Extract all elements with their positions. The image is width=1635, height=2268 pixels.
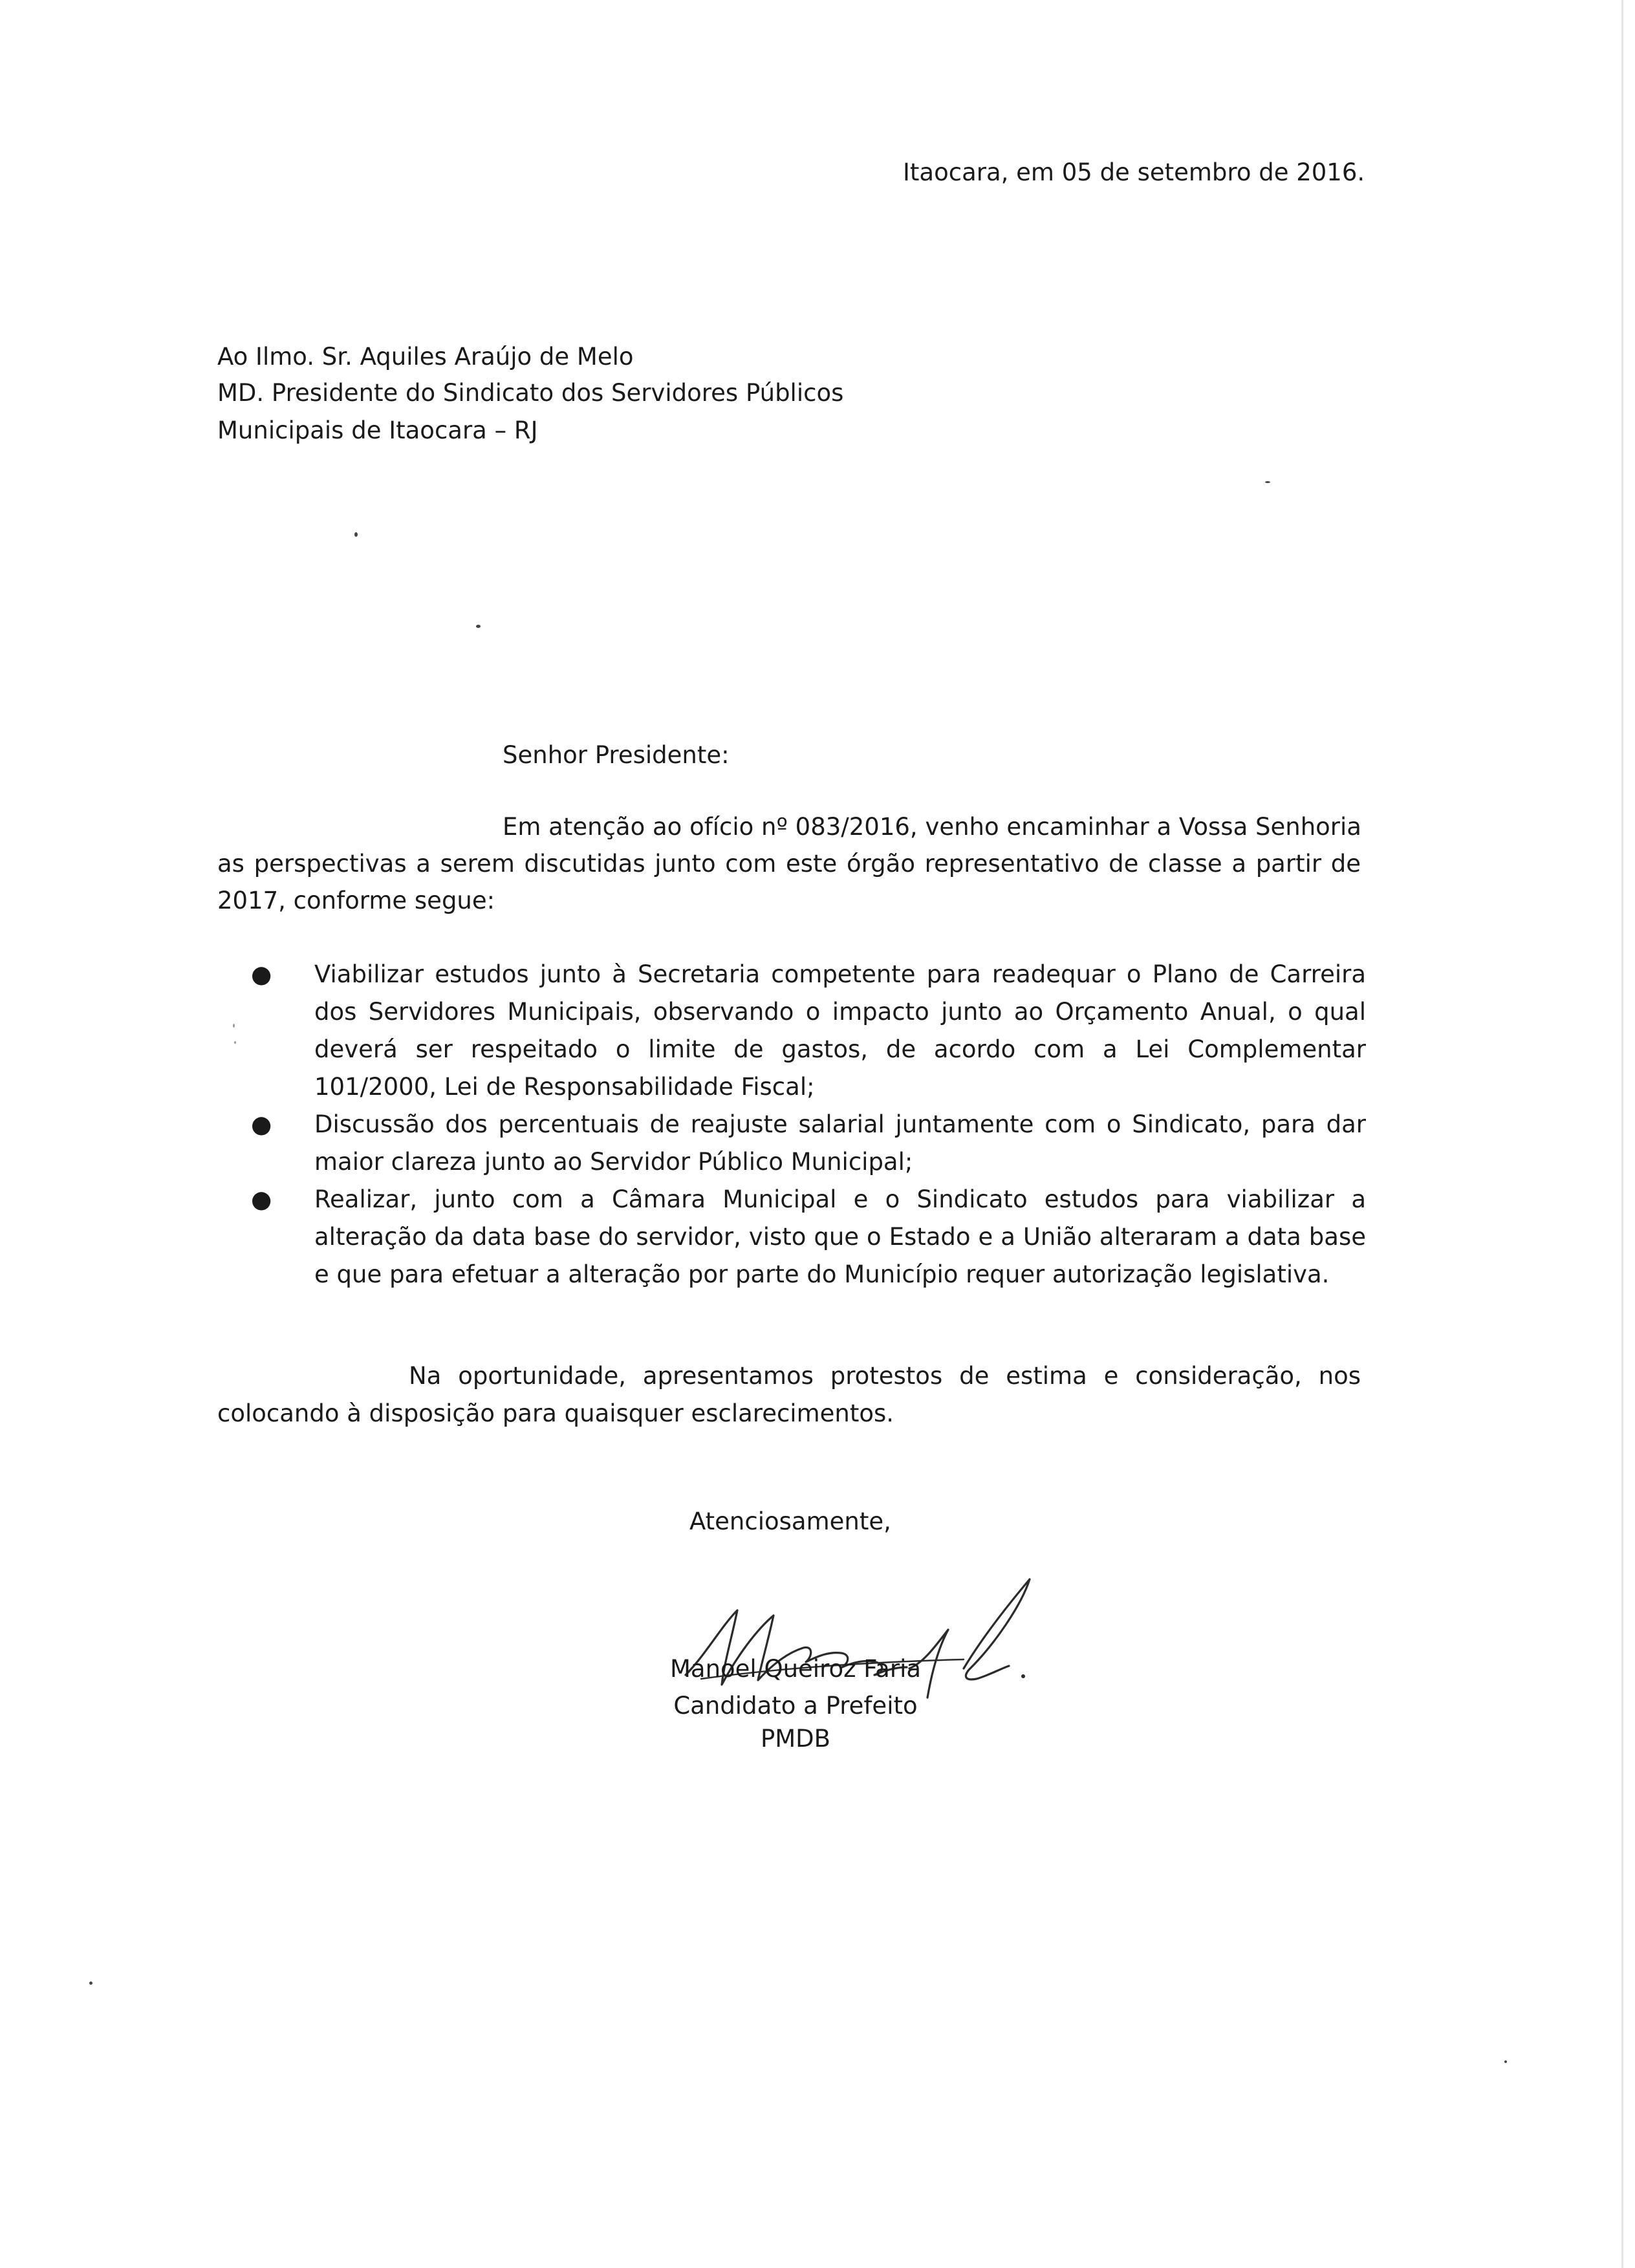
scan-speck xyxy=(89,1982,92,1985)
signer-party: PMDB xyxy=(760,1725,831,1753)
bullet-1-line-1: Viabilizar estudos junto à Secretaria competente para readequar o Plano de Carreira xyxy=(314,960,1366,988)
bullet-icon: ● xyxy=(251,960,272,988)
scan-speck xyxy=(233,1024,235,1028)
scan-edge xyxy=(1621,0,1623,2268)
bullet-1-line-3: deverá ser respeitado o limite de gastos, de acordo com a Lei Complementar xyxy=(314,1035,1366,1063)
bullet-2-line-1: Discussão dos percentuais de reajuste salarial juntamente com o Sindicato, para dar xyxy=(314,1110,1366,1138)
closing-line-2: colocando à disposição para quaisquer esclarecimentos. xyxy=(217,1399,894,1427)
bullet-3-line-1: Realizar, junto com a Câmara Municipal e o Sindicato estudos para viabilizar a xyxy=(314,1185,1366,1213)
list-item xyxy=(251,1181,1366,1293)
closing-line-1: Na oportunidade, apresentamos protestos de estima e consideração, nos xyxy=(409,1362,1361,1390)
bullet-3-line-2: alteração da data base do servidor, visto que o Estado e a União alteraram a data base xyxy=(314,1223,1366,1251)
intro-line-1: Em atenção ao ofício nº 083/2016, venho encaminhar a Vossa Senhoria xyxy=(503,813,1361,841)
signer-title: Candidato a Prefeito xyxy=(673,1692,918,1720)
bullet-1-line-2: dos Servidores Municipais, observando o impacto junto ao Orçamento Anual, o qual xyxy=(314,998,1366,1026)
scan-speck xyxy=(354,532,358,537)
salutation: Senhor Presidente: xyxy=(503,741,730,769)
intro-line-3: 2017, conforme segue: xyxy=(217,887,495,914)
bullet-icon: ● xyxy=(251,1110,272,1138)
scan-speck xyxy=(234,1041,236,1044)
list-item xyxy=(251,1106,1366,1181)
scan-speck xyxy=(1504,2060,1507,2063)
bullet-3-line-3: e que para efetuar a alteração por parte do Município requer autorização legislativa. xyxy=(314,1260,1330,1288)
bullet-2-line-2: maior clareza junto ao Servidor Público Municipal; xyxy=(314,1148,913,1176)
list-item xyxy=(251,956,1366,1106)
perspectives-list xyxy=(251,956,1366,1293)
scan-speck xyxy=(476,625,481,628)
bullet-icon: ● xyxy=(251,1185,272,1213)
recipient-line-1: Ao Ilmo. Sr. Aquiles Araújo de Melo xyxy=(217,343,634,371)
bullet-1-line-4: 101/2000, Lei de Responsabilidade Fiscal; xyxy=(314,1073,815,1101)
recipient-line-3: Municipais de Itaocara – RJ xyxy=(217,416,538,444)
signer-name: Manoel Queiroz Faria xyxy=(669,1655,922,1683)
intro-line-2: as perspectivas a serem discutidas junto com este órgão representativo de classe a partir de xyxy=(217,850,1361,878)
signoff: Atenciosamente, xyxy=(689,1507,891,1535)
scan-speck xyxy=(1265,481,1270,483)
place-date: Itaocara, em 05 de setembro de 2016. xyxy=(903,158,1365,186)
recipient-line-2: MD. Presidente do Sindicato dos Servidores Públicos xyxy=(217,379,844,407)
